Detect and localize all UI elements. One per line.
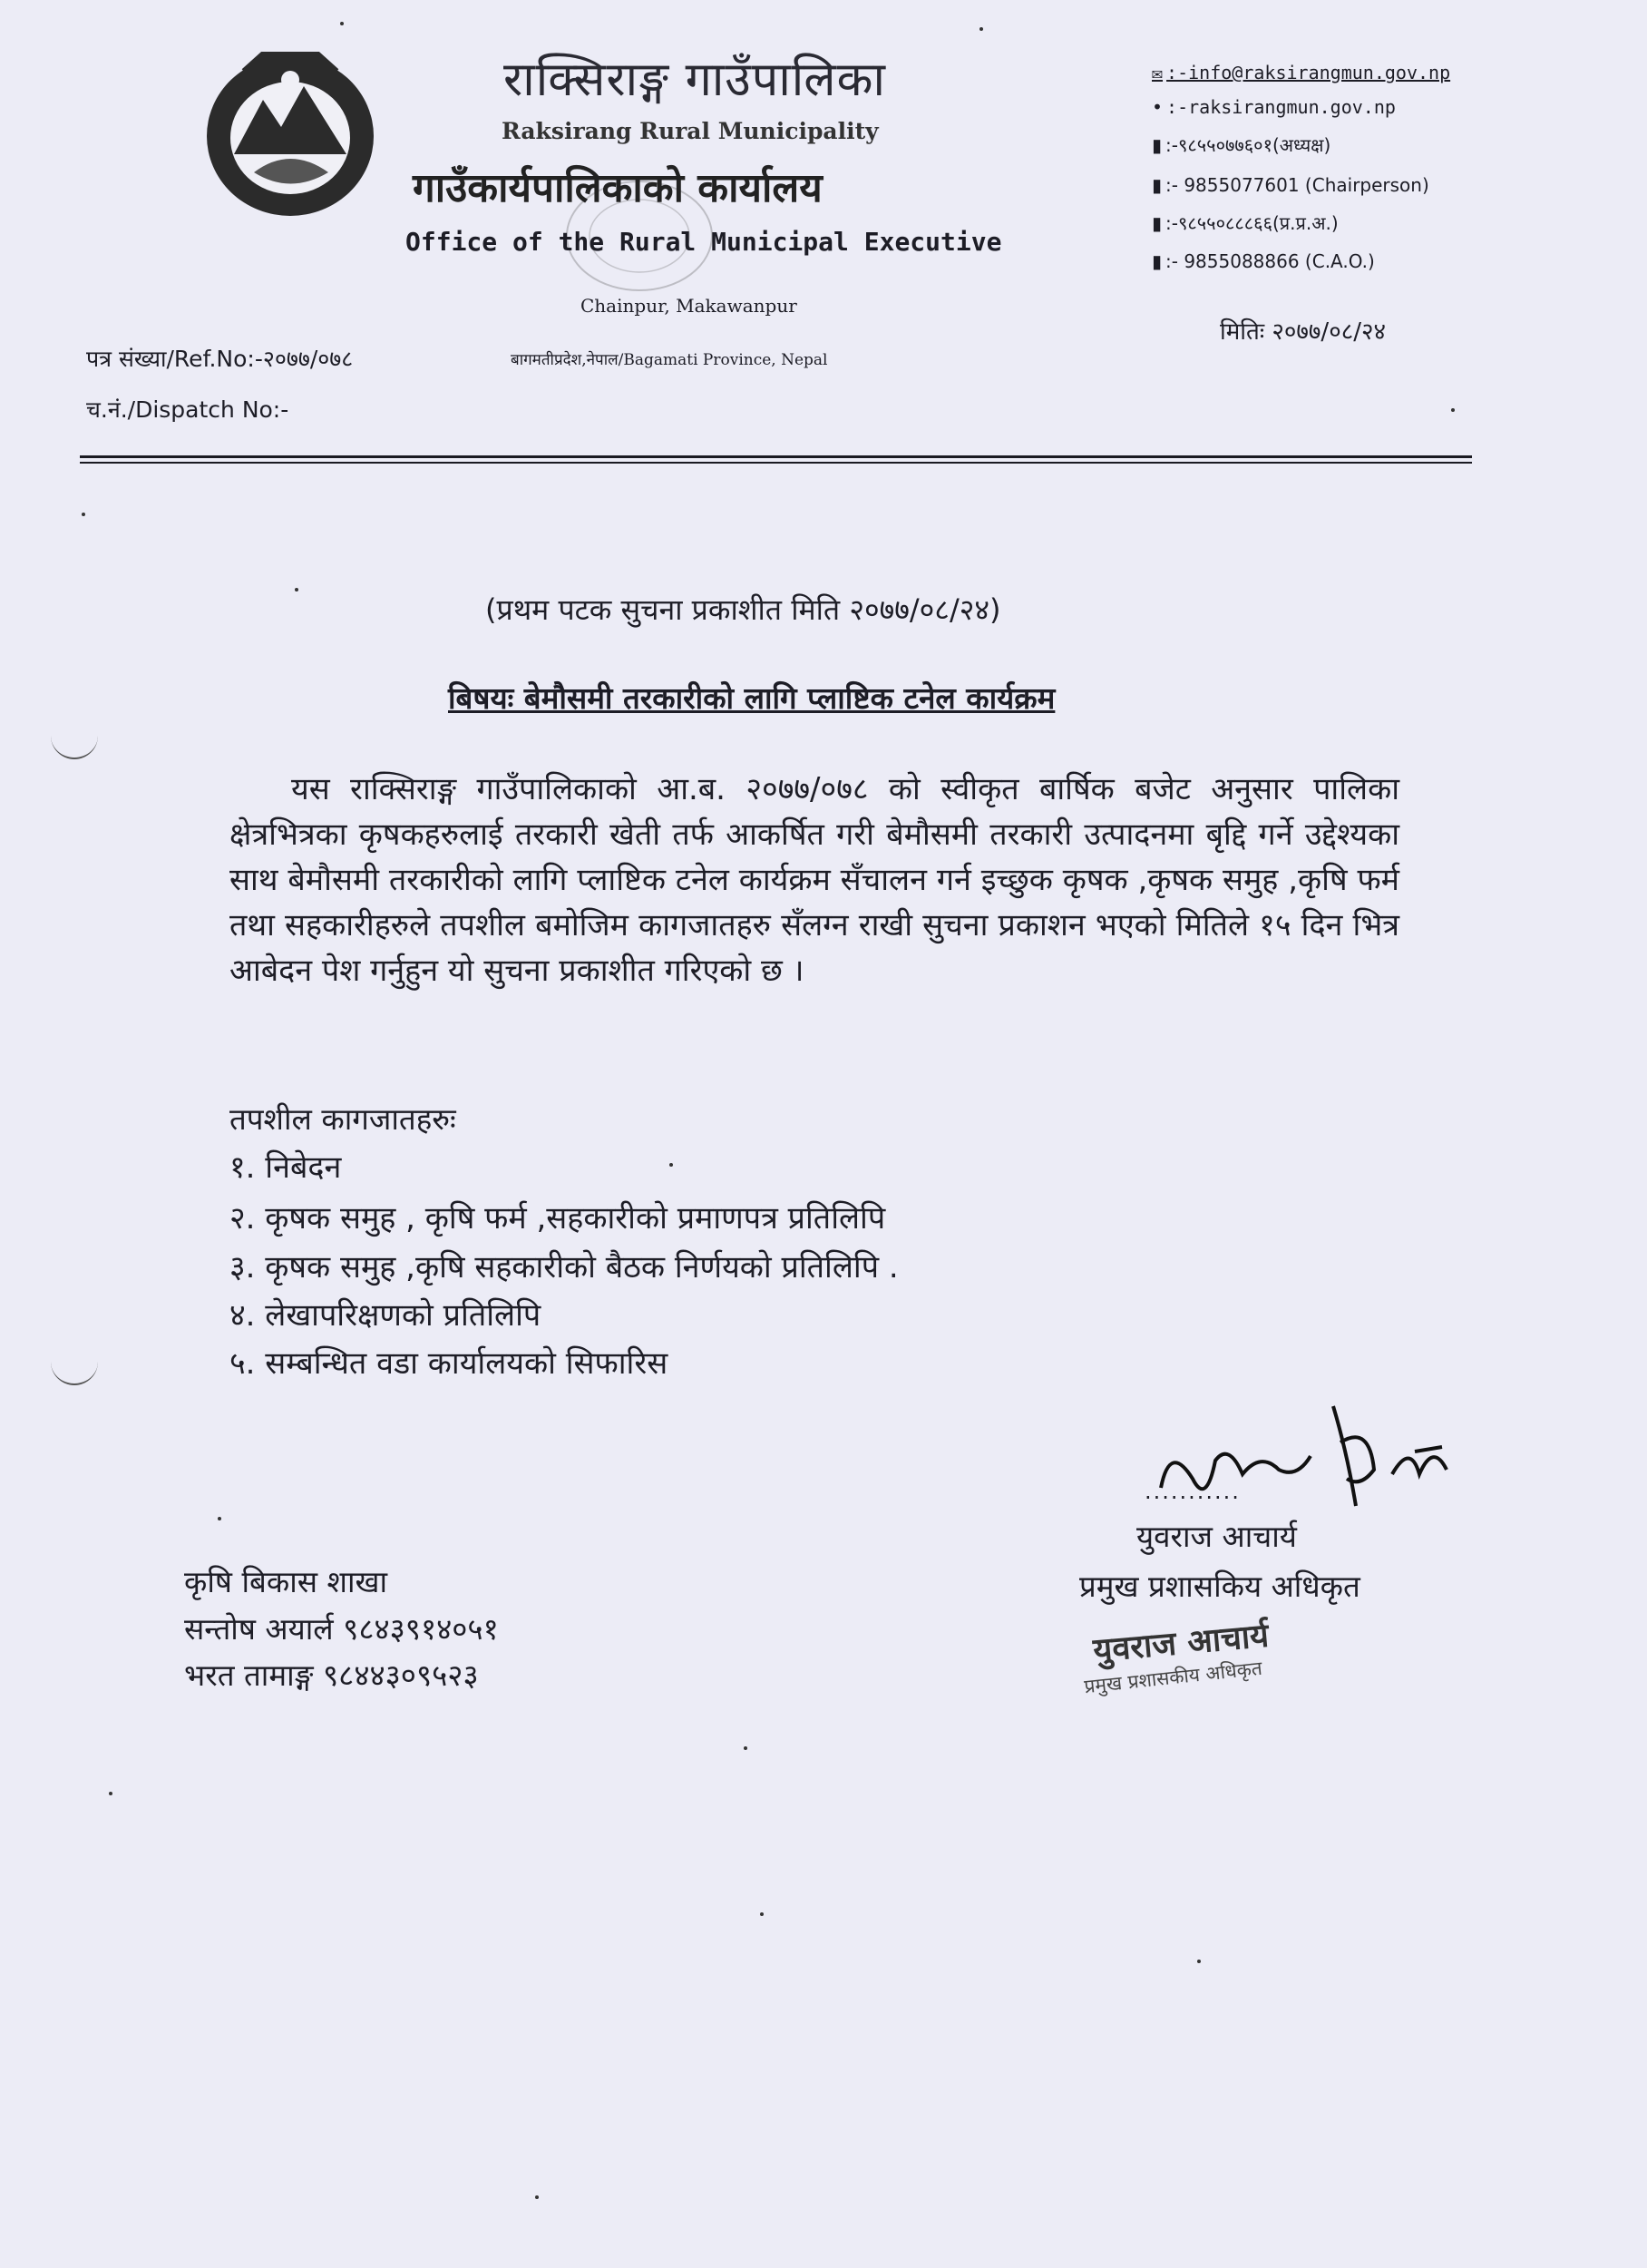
contact-phone-cao-en (1152, 250, 1375, 272)
scan-speck (979, 27, 983, 31)
publication-date-line: (प्रथम पटक सुचना प्रकाशीत मिति २०७७/०८/२४) (485, 592, 1001, 627)
contact-phone-cao-np (1152, 210, 1339, 235)
phone-icon: ▮ (1152, 174, 1163, 196)
contact-phone-chairperson-np (1152, 132, 1330, 157)
municipality-name-nepali: राक्सिराङ्ग गाउँपालिका (503, 53, 886, 107)
scan-speck (82, 513, 85, 516)
office-address: Chainpur, Makawanpur (580, 295, 797, 317)
reference-number: पत्र संख्या/Ref.No:-२०७७/०७८ (86, 346, 354, 372)
hole-punch-mark (51, 1356, 98, 1385)
signatory-title: प्रमुख प्रशासकिय अधिकृत (1079, 1569, 1360, 1604)
notice-subject: बिषयः बेमौसमी तरकारीको लागि प्लाष्टिक टनेल कार्यक्रम (448, 680, 1056, 716)
scan-speck (669, 1163, 673, 1167)
contact-phone-text: :- 9855088866 (C.A.O.) (1165, 250, 1375, 272)
signature-dots: ........... (1145, 1479, 1241, 1504)
document-item: १. निबेदन (229, 1149, 342, 1186)
contact-website-text: :-raksirangmun.gov.np (1166, 96, 1396, 118)
letter-date: मितिः २०७७/०८/२४ (1220, 318, 1387, 346)
dispatch-number: च.नं./Dispatch No:- (86, 396, 289, 423)
signatory-name: युवराज आचार्य (1136, 1519, 1297, 1554)
scan-speck (1197, 1960, 1201, 1963)
header-divider-thin (80, 462, 1472, 464)
contact-phone-text: :- 9855077601 (Chairperson) (1165, 174, 1429, 196)
scan-speck (744, 1746, 747, 1750)
contact-person: भरत तामाङ्ग ९८४४३०९५२३ (184, 1657, 479, 1693)
section-name: कृषि बिकास शाखा (184, 1564, 388, 1599)
province-line: बागमतीप्रदेश,नेपाल/Bagamati Province, Nepal (511, 351, 828, 369)
scan-speck (218, 1517, 221, 1520)
contact-person: सन्तोष अयार्ल ९८४३९१४०५१ (184, 1611, 499, 1647)
office-name-nepali: गाउँकार्यपालिकाको कार्यालय (413, 165, 823, 211)
scan-speck (1451, 408, 1455, 412)
phone-icon: ▮ (1152, 250, 1163, 272)
contact-phone-chairperson-en (1152, 174, 1429, 196)
scan-speck (340, 22, 344, 25)
document-item: ३. कृषक समुह ,कृषि सहकारीको बैठक निर्णयको प्रतिलिपि . (229, 1249, 899, 1286)
phone-icon: ▮ (1152, 133, 1163, 156)
contact-email[interactable] (1152, 62, 1450, 83)
contact-phone-text: :-९८५५०८८८६६(प्र.प्र.अ.) (1165, 212, 1339, 234)
scan-speck (535, 2195, 539, 2199)
contact-website[interactable] (1152, 96, 1396, 118)
document-item: ५. सम्बन्धित वडा कार्यालयको सिफारिस (229, 1345, 668, 1382)
document-item: २. कृषक समुह , कृषि फर्म ,सहकारीको प्रमाणपत्र प्रतिलिपि (229, 1200, 886, 1237)
stamp-name: युवराज आचार्य (1091, 1617, 1271, 1670)
scan-speck (109, 1792, 112, 1795)
municipality-name-english: Raksirang Rural Municipality (502, 118, 879, 144)
municipality-emblem-icon (190, 36, 390, 227)
stamp-title: प्रमुख प्रशासकीय अधिकृत (1083, 1657, 1263, 1698)
header-divider (80, 455, 1472, 458)
documents-heading: तपशील कागजातहरुः (229, 1101, 456, 1137)
phone-icon: ▮ (1152, 211, 1163, 234)
contact-phone-text: :-९८५५०७७६०१(अध्यक्ष) (1165, 134, 1331, 156)
office-name-english: Office of the Rural Municipal Executive (405, 227, 1002, 257)
globe-icon: • (1152, 96, 1164, 118)
notice-body: यस राक्सिराङ्ग गाउँपालिकाको आ.ब. २०७७/०७८ को स्वीकृत बार्षिक बजेट अनुसार पालिका क्षेत्रभित्रका कृषकहरुलाई तरकारी खेती तर्फ आकर्षित गरी बेमौसमी तरकारी उत्पादनमा बृद्दि गर्ने उद्देश्यका साथ बेमौसमी तरकारीको लागि प्लाष्टिक टनेल कार्यक्रम सँचालन गर्न इच्छुक कृषक ,कृषक समुह ,कृषि फर्म तथा सहकारीहरुले तपशील बमोजिम कागजातहरु सँलग्न राखी सुचना प्रकाशन भएको मितिले १५ दिन भित्र आबेदन पेश गर्नुहुन यो सुचना प्रकाशीत गरिएको छ । (229, 771, 1399, 989)
contact-email-text: :-info@raksirangmun.gov.np (1166, 62, 1451, 83)
document-item: ४. लेखापरिक्षणको प्रतिलिपि (229, 1297, 541, 1334)
envelope-icon: ✉ (1152, 62, 1164, 83)
scan-speck (295, 588, 298, 591)
scan-speck (760, 1912, 764, 1916)
hole-punch-mark (51, 730, 98, 759)
